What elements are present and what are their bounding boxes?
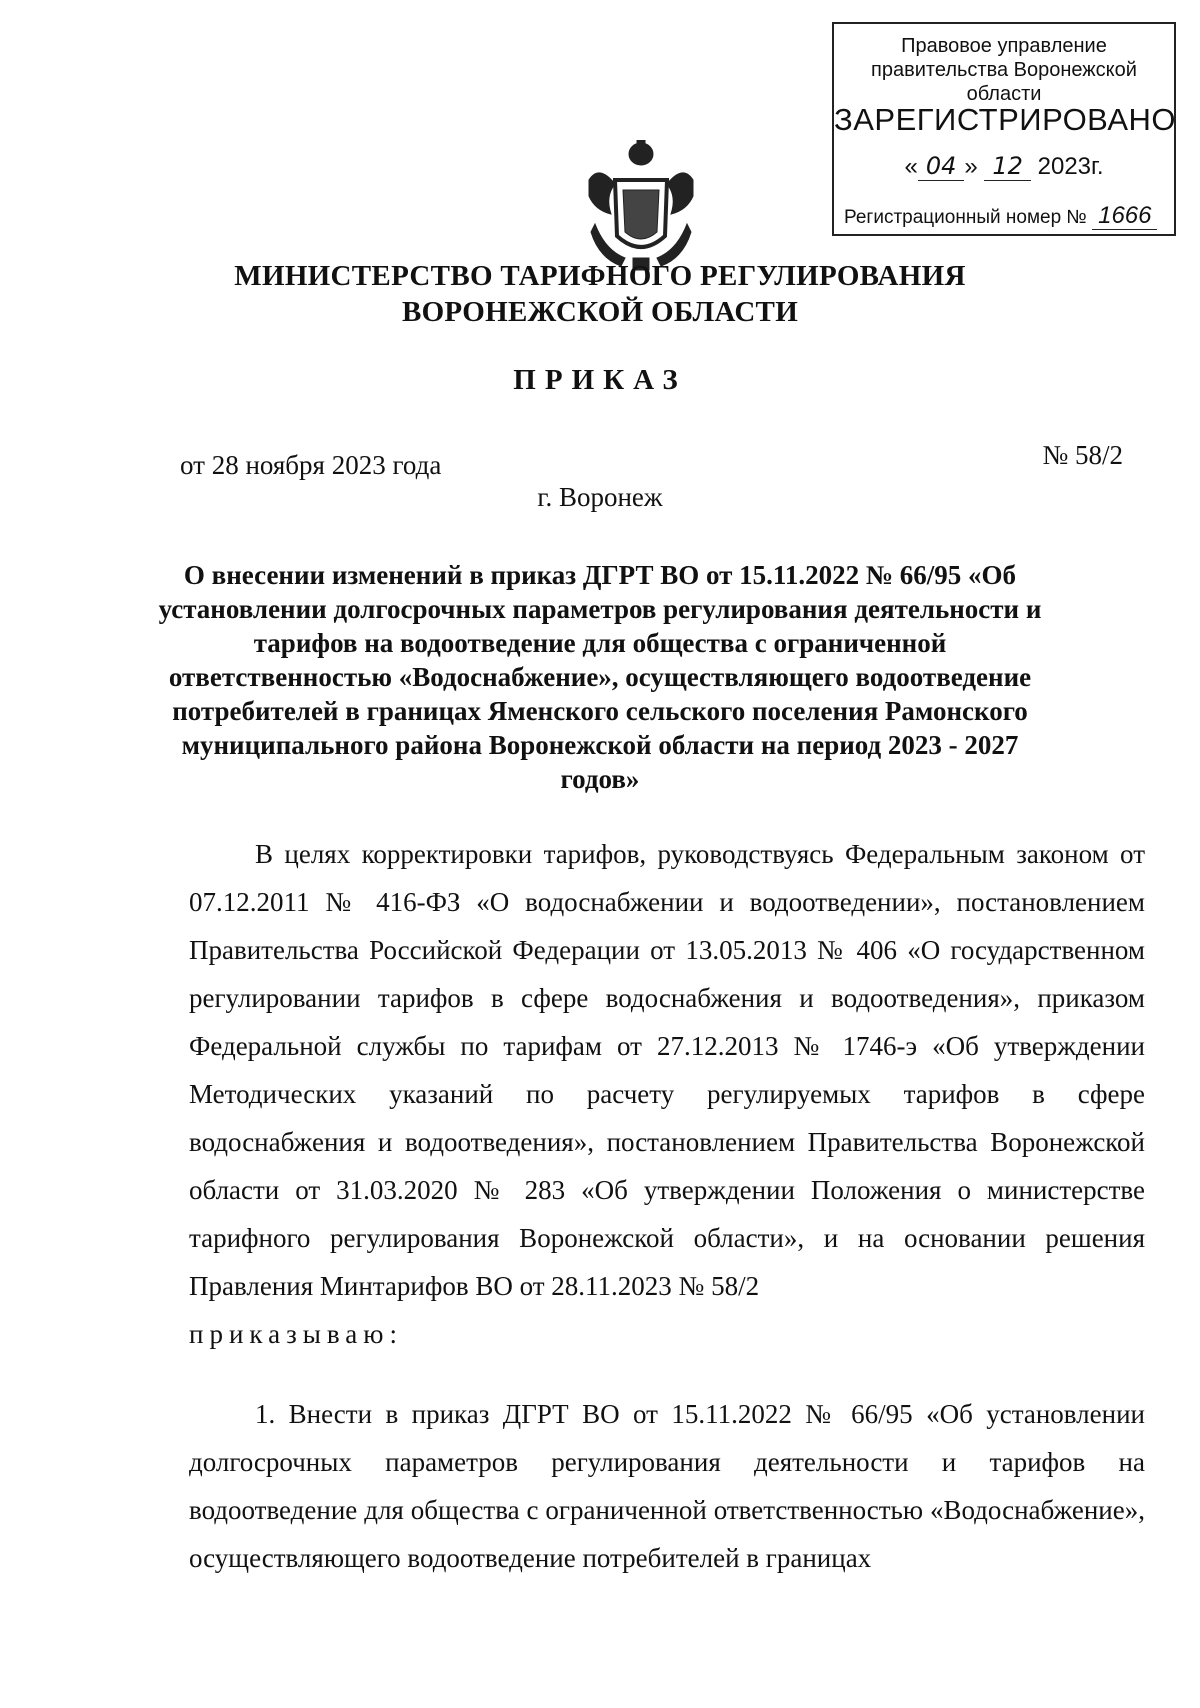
stamp-year: 2023 — [1037, 153, 1092, 180]
registration-stamp — [832, 22, 1176, 236]
stamp-date: « 04 » 12 2023г. — [904, 152, 1104, 180]
preamble-paragraph — [189, 830, 1145, 1358]
stamp-day: 04 — [918, 152, 965, 181]
order-subject: О внесении изменений в приказ ДГРТ ВО от 15.11.2022 № 66/95 «Об установлении долгосрочных параметров регулирования деятельности и тарифов на водоотведение для общества с ограниченной ответственностью «Водоснабжение», осуществляющего водоотведение потребителей в границах Яменского сельского поселения Рамонского муниципального района Воронежской области на период 2023 - 2027 годов» — [158, 560, 1042, 794]
coat-of-arms-icon — [585, 140, 697, 272]
stamp-org: Правовое управление правительства Воронежской области — [871, 35, 1137, 105]
item-1-paragraph: 1. Внести в приказ ДГРТ ВО от 15.11.2022 № 66/95 «Об установлении долгосрочных параметров регулирования деятельности и тарифов на водоотведение для общества с ограниченной ответственностью «Водоснабжение», осуществляющего водоотведение потребителей в границах — [189, 1399, 1145, 1573]
ministry-line-1: МИНИСТЕРСТВО ТАРИФНОГО РЕГУЛИРОВАНИЯ — [234, 260, 966, 292]
stamp-reg-label: Регистрационный номер № — [844, 207, 1087, 228]
stamp-status: ЗАРЕГИСТРИРОВАНО — [834, 102, 1177, 137]
order-number: № 58/2 — [1042, 440, 1123, 470]
stamp-month: 12 — [984, 152, 1031, 181]
order-city: г. Воронеж — [537, 482, 663, 512]
stamp-reg-number — [844, 202, 1164, 230]
ministry-name — [0, 258, 1200, 330]
document-type: ПРИКАЗ — [513, 364, 687, 396]
order-word: приказываю: — [189, 1319, 403, 1349]
stamp-reg-value: 1666 — [1092, 202, 1157, 230]
ministry-line-2: ВОРОНЕЖСКОЙ ОБЛАСТИ — [401, 296, 799, 328]
preamble-text: В целях корректировки тарифов, руководствуясь Федеральным законом от 07.12.2011 № 416-ФЗ «О водоснабжении и водоотведении», постановлением Правительства Российской Федерации от 13.05.2013 № 406 «О государственном регулировании тарифов в сфере водоснабжения и водоотведения», приказом Федеральной службы по тарифам от 27.12.2013 № 1746-э «Об утверждении Методических указаний по расчету регулируемых тарифов в сфере водоснабжения и водоотведения», постановлением Правительства Воронежской области от 31.03.2020 № 283 «Об утверждении Положения о министерстве тарифного регулирования Воронежской области», и на основании решения Правления Минтарифов ВО от 28.11.2023 № 58/2 — [189, 839, 1145, 1301]
order-date: от 28 ноября 2023 года — [180, 450, 442, 480]
